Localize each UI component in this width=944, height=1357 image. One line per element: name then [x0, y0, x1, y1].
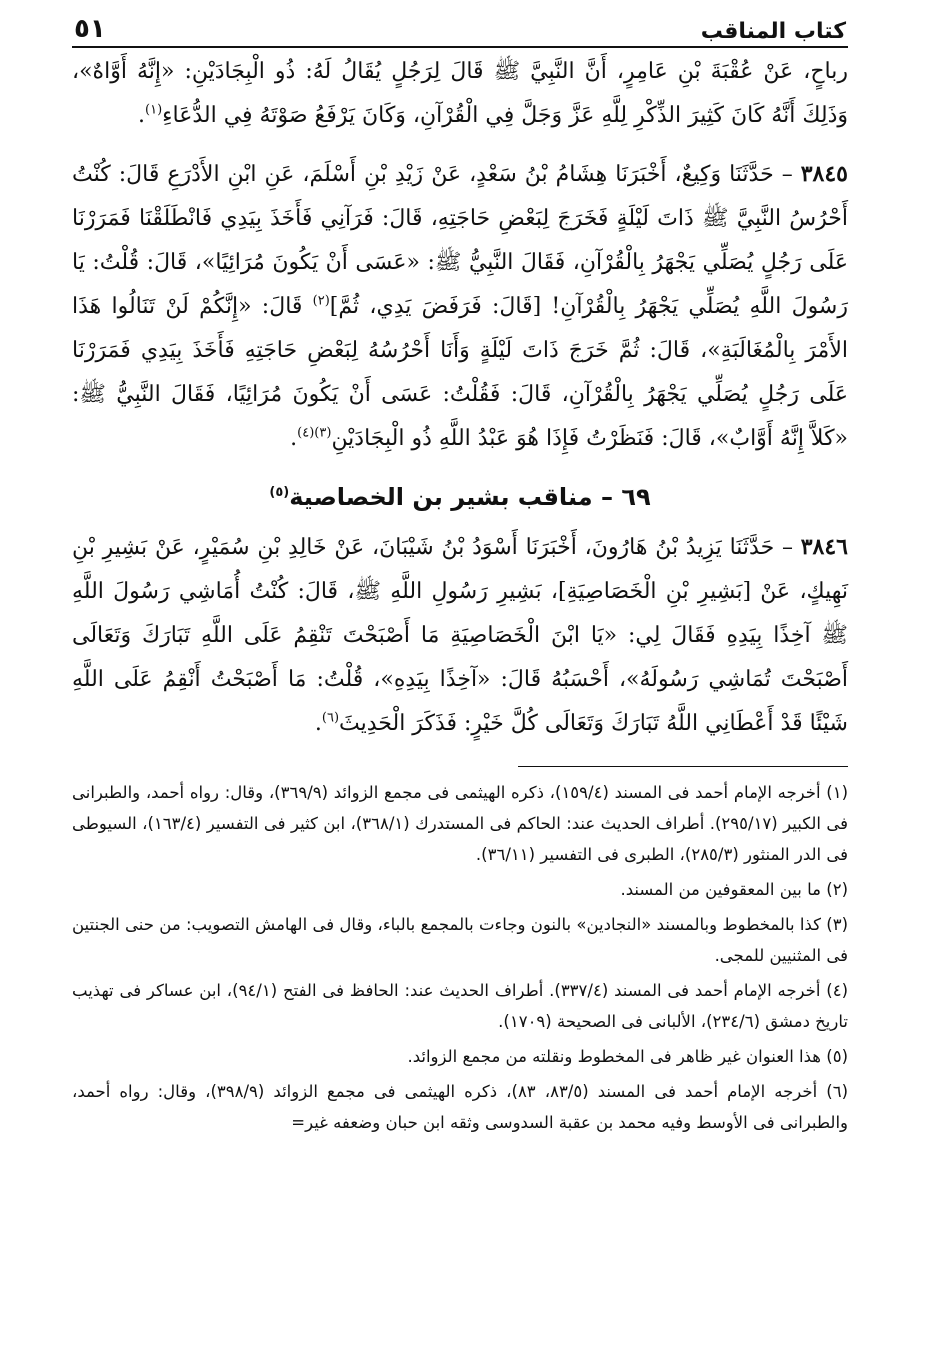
footnote-divider — [518, 766, 848, 767]
hadith-text: – حَدَّثَنَا وَكِيعٌ، أَخْبَرَنَا هِشَامُ بْنُ سَعْدٍ، عَنْ زَيْدِ بْنِ أَسْلَمَ، عَنِ ابْنِ الأَدْرَعِ قَالَ: كُنْتُ أَحْرُسُ النَّبِيَّ ﷺ ذَاتَ لَيْلَةٍ فَخَرَجَ لِبَعْضِ حَاجَتِهِ، قَالَ: فَرَآنِي فَأَخَذَ بِيَدِي فَانْطَلَقْنَا فَمَرَرْنَا عَلَى رَجُلٍ يُصَلِّي يَجْهَرُ بِالْقُرْآنِ، فَقَالَ النَّبِيُّ ﷺ: «عَسَى أَنْ يَكُونَ مُرَائِيًا»، قَالَ: قُلْتُ: يَا رَسُولَ اللَّهِ يُصَلِّي يَجْهَرُ بِالْقُرْآنِ! [قَالَ: فَرَفَضَ يَدِي، ثُمَّ] — [72, 162, 848, 319]
footnote-ref: (٦) — [321, 710, 340, 726]
hadith-number: ٣٨٤٥ — [800, 161, 848, 187]
footnote-ref: (٣)(٤) — [297, 425, 332, 441]
hadith-number: ٣٨٤٦ — [800, 534, 848, 560]
footnote-ref: (٢) — [312, 293, 330, 309]
hadith-3846: ٣٨٤٦ – حَدَّثَنَا يَزِيدُ بْنُ هَارُونَ، أَخْبَرَنَا أَسْوَدُ بْنُ شَيْبَانَ، عَنْ خَالِدِ بْنِ سُمَيْرٍ، عَنْ بَشِيرِ بْنِ نَهِيكٍ، عَنْ [بَشِيرِ بْنِ الْخَصَاصِيَةِ]، بَشِيرِ رَسُولِ اللَّهِ ﷺ، قَالَ: كُنْتُ أُمَاشِي رَسُولَ اللَّهِ ﷺ آخِذًا بِيَدِهِ فَقَالَ لِي: «يَا ابْنَ الْخَصَاصِيَةِ مَا أَصْبَحْتَ تَنْقِمُ عَلَى اللَّهِ تَبَارَكَ وَتَعَالَى أَصْبَحْتَ تُمَاشِي رَسُولَهُ»، أَحْسَبُهُ قَالَ: «آخِذًا بِيَدِهِ»، قُلْتُ: مَا أَصْبَحْتُ أَنْقِمُ عَلَى اللَّهِ شَيْئًا قَدْ أَعْطَانِي اللَّهُ تَبَارَكَ وَتَعَالَى كُلَّ خَيْرٍ: فَذَكَرَ الْحَدِيثَ$^{(٦)}$. — [72, 534, 849, 736]
footnote-3: (٣) كذا بالمخطوط وبالمسند «النجادين» بالنون وجاءت بالمجمع بالباء، وقال فى الهامش التصويب: من حنى الجنتين فى المثنيين للمجى. — [72, 915, 848, 965]
footnote-ref: (٥) — [269, 485, 290, 500]
section-title-text: ٦٩ – مناقب بشير بن الخصاصية — [289, 483, 651, 511]
footnotes — [72, 777, 848, 1138]
paragraph-text: رباحٍ، عَنْ عُقْبَةَ بْنِ عَامِرٍ، أَنَّ النَّبِيَّ ﷺ قَالَ لِرَجُلٍ يُقَالُ لَهُ: ذُو الْبِجَادَيْنِ: «إِنَّهُ أَوَّاهٌ»، وَذَلِكَ أَنَّهُ كَانَ كَثِيرَ الذِّكْرِ لِلَّهِ عَزَّ وَجَلَّ فِي الْقُرْآنِ، وَكَانَ يَرْفَعُ صَوْتَهُ فِي الدُّعَاءِ — [72, 59, 848, 128]
footnote-ref: (١) — [145, 102, 163, 118]
hadith-text: – حَدَّثَنَا يَزِيدُ بْنُ هَارُونَ، أَخْبَرَنَا أَسْوَدُ بْنُ شَيْبَانَ، عَنْ خَالِدِ بْنِ سُمَيْرٍ، عَنْ بَشِيرِ بْنِ نَهِيكٍ، عَنْ [بَشِيرِ بْنِ الْخَصَاصِيَةِ]، بَشِيرِ رَسُولِ اللَّهِ ﷺ، قَالَ: كُنْتُ أُمَاشِي رَسُولَ اللَّهِ ﷺ آخِذًا بِيَدِهِ فَقَالَ لِي: «يَا ابْنَ الْخَصَاصِيَةِ مَا أَصْبَحْتَ تَنْقِمُ عَلَى اللَّهِ تَبَارَكَ وَتَعَالَى أَصْبَحْتَ تُمَاشِي رَسُولَهُ»، أَحْسَبُهُ قَالَ: «آخِذًا بِيَدِهِ»، قُلْتُ: مَا أَصْبَحْتُ أَنْقِمُ عَلَى اللَّهِ شَيْئًا قَدْ أَعْطَانِي اللَّهُ تَبَارَكَ وَتَعَالَى كُلَّ خَيْرٍ: فَذَكَرَ الْحَدِيثَ — [72, 535, 849, 736]
hadith-text-continued: قَالَ: «إِنَّكُمْ لَنْ تَنَالُوا هَذَا الأَمْرَ بِالْمُغَالَبَةِ»، قَالَ: ثُمَّ خَرَجَ ذَاتَ لَيْلَةٍ وَأَنَا أَحْرُسُهُ لِبَعْضِ حَاجَتِهِ فَأَخَذَ بِيَدِي فَمَرَرْنَا عَلَى رَجُلٍ يُصَلِّي يَجْهَرُ بِالْقُرْآنِ، قَالَ: فَقُلْتُ: عَسَى أَنْ يَكُونَ مُرَائِيًا، فَقَالَ النَّبِيُّ ﷺ: «كَلاَّ إِنَّهُ أَوَّابٌ»، قَالَ: فَنَظَرْتُ فَإِذَا هُوَ عَبْدُ اللَّهِ ذُو الْبِجَادَيْنِ — [72, 294, 848, 451]
page-number: ٥١ — [74, 14, 106, 44]
footnote-6: (٦) أخرجه الإمام أحمد فى المسند (٨٣/٥، ٨٣)، ذكره الهيثمى فى مجمع الزوائد (٣٩٨/٩)، وقال: رواه أحمد، والطبرانى فى الأوسط وفيه محمد بن عقبة السدوسى وثقه ابن حبان وضعفه غير= — [72, 1082, 848, 1132]
footnote-5: (٥) هذا العنوان غير ظاهر فى المخطوط ونقلته من مجمع الزوائد. — [407, 1047, 848, 1066]
hadith-3845: ٣٨٤٥ – حَدَّثَنَا وَكِيعٌ، أَخْبَرَنَا هِشَامُ بْنُ سَعْدٍ، عَنْ زَيْدِ بْنِ أَسْلَمَ، عَنِ ابْنِ الأَدْرَعِ قَالَ: كُنْتُ أَحْرُسُ النَّبِيَّ ﷺ ذَاتَ لَيْلَةٍ فَخَرَجَ لِبَعْضِ حَاجَتِهِ، قَالَ: فَرَآنِي فَأَخَذَ بِيَدِي فَانْطَلَقْنَا فَمَرَرْنَا عَلَى رَجُلٍ يُصَلِّي يَجْهَرُ بِالْقُرْآنِ، فَقَالَ النَّبِيُّ ﷺ: «عَسَى أَنْ يَكُونَ مُرَائِيًا»، قَالَ: قُلْتُ: يَا رَسُولَ اللَّهِ يُصَلِّي يَجْهَرُ بِالْقُرْآنِ! [قَالَ: فَرَفَضَ يَدِي، ثُمَّ]$^{(٢)}$ قَالَ: «إِنَّكُمْ لَنْ تَنَالُوا هَذَا الأَمْرَ بِالْمُغَالَبَةِ»، قَالَ: ثُمَّ خَرَجَ ذَاتَ لَيْلَةٍ وَأَنَا أَحْرُسُهُ لِبَعْضِ حَاجَتِهِ فَأَخَذَ بِيَدِي فَمَرَرْنَا عَلَى رَجُلٍ يُصَلِّي يَجْهَرُ بِالْقُرْآنِ، قَالَ: فَقُلْتُ: عَسَى أَنْ يَكُونَ مُرَائِيًا، فَقَالَ النَّبِيُّ ﷺ: «كَلاَّ إِنَّهُ أَوَّابٌ»، قَالَ: فَنَظَرْتُ فَإِذَا هُوَ عَبْدُ اللَّهِ ذُو الْبِجَادَيْنِ$^{(٣)(٤)}$. — [72, 161, 848, 451]
running-head — [72, 14, 848, 48]
section-title — [72, 483, 848, 511]
footnote-1: (١) أخرجه الإمام أحمد فى المسند (١٥٩/٤)، ذكره الهيثمى فى مجمع الزوائد (٣٦٩/٩)، وقال: رواه أحمد، والطبرانى فى الكبير (٢٩٥/١٧). أطراف الحديث عند: الحاكم فى المستدرك (٣٦٨/١)، ابن كثير فى التفسير (١٦٣/٤)، السيوطى فى الدر المنثور (٢٨٥/٣)، الطبرى فى التفسير (٣٦/١١). — [72, 783, 848, 864]
footnote-4: (٤) أخرجه الإمام أحمد فى المسند (٣٣٧/٤). أطراف الحديث عند: الحافظ فى الفتح (٩٤/١)، ابن عساكر فى تهذيب تاريخ دمشق (٢٣٤/٦)، الألبانى فى الصحيحة (١٧٠٩). — [72, 981, 848, 1031]
paragraph-continuation: رباحٍ، عَنْ عُقْبَةَ بْنِ عَامِرٍ، أَنَّ النَّبِيَّ ﷺ قَالَ لِرَجُلٍ يُقَالُ لَهُ: ذُو الْبِجَادَيْنِ: «إِنَّهُ أَوَّاهٌ»، وَذَلِكَ أَنَّهُ كَانَ كَثِيرَ الذِّكْرِ لِلَّهِ عَزَّ وَجَلَّ فِي الْقُرْآنِ، وَكَانَ يَرْفَعُ صَوْتَهُ فِي الدُّعَاءِ$^{(١)}$. — [72, 59, 848, 128]
footnote-2: (٢) ما بين المعقوفين من المسند. — [620, 880, 848, 899]
book-title: كتاب المناقب — [700, 19, 846, 44]
